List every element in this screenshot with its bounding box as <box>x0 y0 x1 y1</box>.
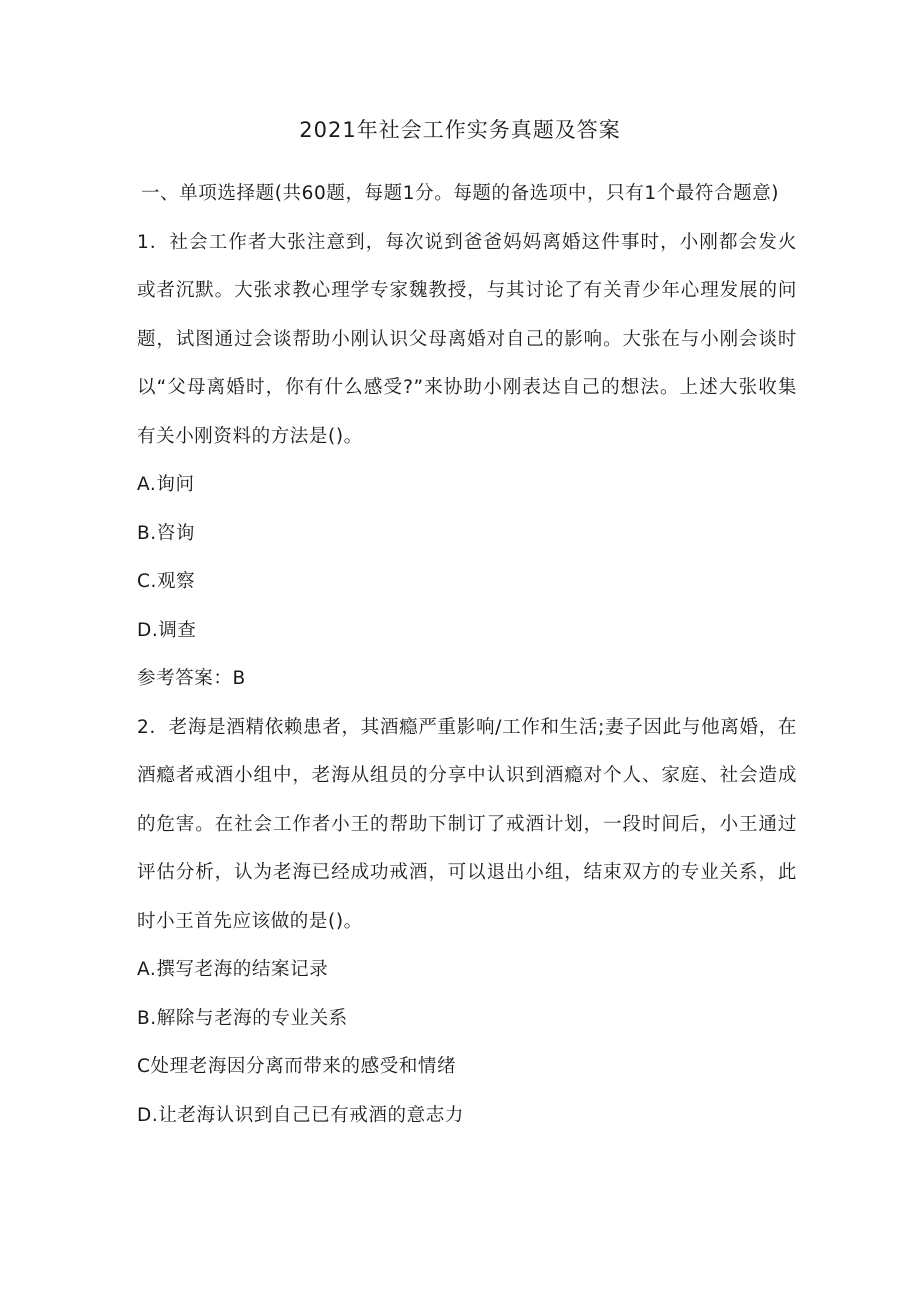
question-2 <box>137 704 797 1141</box>
question-stem: 1．社会工作者大张注意到，每次说到爸爸妈妈离婚这件事时，小刚都会发火或者沉默。大张求教心理学专家魏教授，与其讨论了有关青少年心理发展的问题，试图通过会谈帮助小刚认识父母离婚对自己的影响。大张在与小刚会谈时以“父母离婚时，你有什么感受?”来协助小刚表达自己的想法。上述大张收集有关小刚资料的方法是()。 <box>137 231 797 447</box>
option-a: A.撰写老海的结案记录 <box>137 959 329 980</box>
document-title: 2021年社会工作实务真题及答案 <box>299 118 621 142</box>
question-1 <box>137 219 797 704</box>
option-b: B.解除与老海的专业关系 <box>137 1007 348 1029</box>
option-b: B.咨询 <box>137 522 195 544</box>
option-d: D.调查 <box>137 619 197 641</box>
option-d: D.让老海认识到自己已有戒酒的意志力 <box>137 1104 464 1126</box>
document-body <box>137 170 797 1140</box>
option-c: C处理老海因分离而带来的感受和情绪 <box>137 1056 457 1077</box>
question-stem: 2．老海是酒精依赖患者，其酒瘾严重影响/工作和生活;妻子因此与他离婚，在酒瘾者戒酒小组中，老海从组员的分享中认识到酒瘾对个人、家庭、社会造成的危害。在社会工作者小王的帮助下制订了戒酒计划，一段时间后，小王通过评估分析，认为老海已经成功戒酒，可以退出小组，结束双方的专业关系，此时小王首先应该做的是()。 <box>137 716 797 932</box>
section-heading: 一、单项选择题(共60题，每题1分。每题的备选项中，只有1个最符合题意) <box>141 183 780 204</box>
option-c: C.观察 <box>137 571 196 592</box>
reference-answer: 参考答案：B <box>137 668 246 689</box>
option-a: A.询问 <box>137 474 195 495</box>
